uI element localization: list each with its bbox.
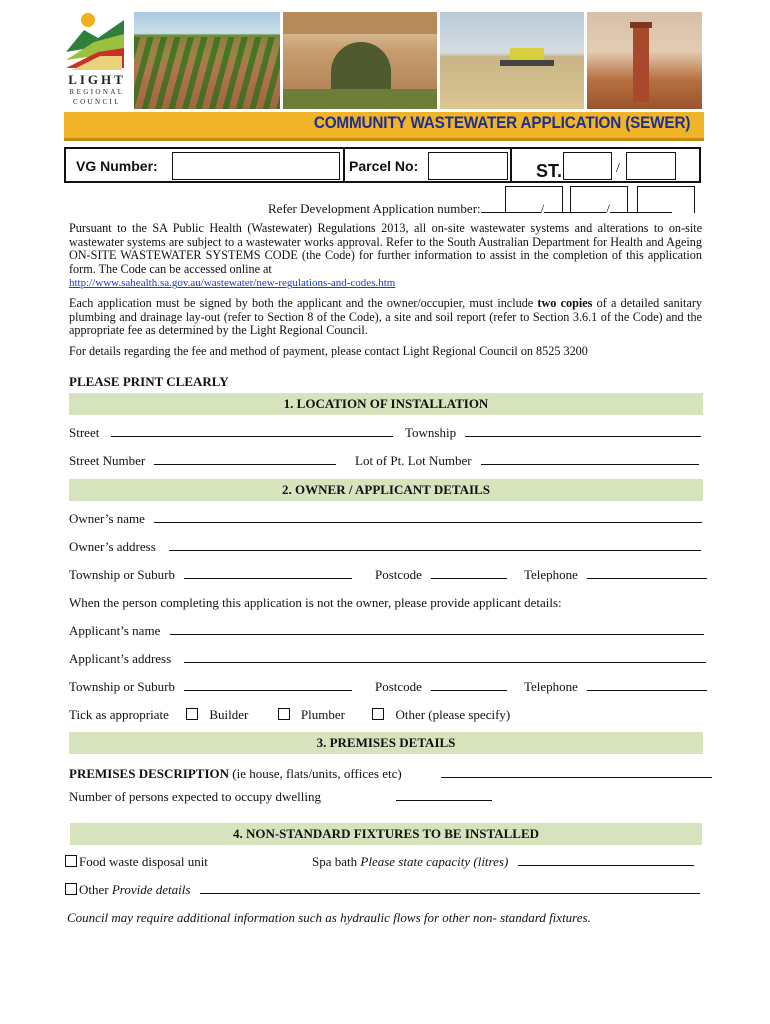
sahealth-link[interactable]: http://www.sahealth.sa.gov.au/wastewater/new-regulations-and-codes.htm: [69, 277, 396, 290]
premises-description-field[interactable]: [441, 766, 712, 778]
spa-bath-label: Spa bath: [312, 854, 361, 869]
persons-row: [69, 789, 321, 805]
intro-text: Each application must be signed by both the applicant and the owner/occupier, must include: [69, 296, 538, 310]
stone-bridge-photo: [283, 12, 437, 109]
other-applicant-checkbox[interactable]: [372, 708, 384, 720]
other-fixture-checkbox[interactable]: [65, 883, 77, 895]
owner-postcode-field[interactable]: [431, 567, 507, 579]
spa-bath-row: [312, 854, 694, 870]
owner-postcode-row: [375, 567, 507, 583]
owners-name-label: Owner’s name: [69, 511, 145, 526]
owners-address-field[interactable]: [169, 539, 701, 551]
spa-capacity-field[interactable]: [518, 854, 694, 866]
owner-township-field[interactable]: [184, 567, 352, 579]
intro-paragraph-3: For details regarding the fee and method of payment, please contact Light Regional Council on 8525 3200: [69, 344, 588, 358]
owners-name-field[interactable]: [154, 511, 702, 523]
applicant-postcode-row: [375, 679, 507, 695]
tick-label: Tick as appropriate: [69, 707, 169, 722]
other-fixture-row: [65, 882, 700, 898]
applicant-telephone-row: [524, 679, 707, 695]
st-label: ST.: [536, 161, 563, 181]
township-field[interactable]: [465, 425, 701, 437]
street-number-row: [69, 453, 336, 469]
township-row: [405, 425, 701, 441]
logo-subtitle-2: COUNCIL: [73, 98, 121, 106]
id-bar: [64, 147, 701, 183]
applicants-name-label: Applicant’s name: [69, 623, 161, 638]
food-waste-row: [65, 854, 208, 870]
persons-label: Number of persons expected to occupy dwelling: [69, 789, 321, 804]
dev-app-box-1: [505, 186, 563, 213]
intro-paragraph-1: [69, 222, 702, 291]
street-row: [69, 425, 393, 441]
council-logo: [64, 12, 130, 108]
township-suburb-label: Township or Suburb: [69, 567, 175, 582]
premises-description-hint: (ie house, flats/units, offices etc): [229, 766, 402, 781]
premises-description-label: PREMISES DESCRIPTION: [69, 766, 230, 781]
slash: /: [540, 201, 545, 216]
st-input-1[interactable]: [563, 152, 612, 180]
refer-label: Refer Development Application number:: [268, 201, 481, 216]
township-suburb-label: Township or Suburb: [69, 679, 175, 694]
telephone-label: Telephone: [524, 679, 578, 694]
food-waste-label: Food waste disposal unit: [79, 854, 208, 869]
logo-subtitle-1: REGIONAL: [69, 88, 125, 96]
st-slash: /: [616, 161, 620, 176]
builder-checkbox[interactable]: [186, 708, 198, 720]
intro-text: of a detailed sanitary plumbing and drainage lay-out (refer to Section 8 of the Code), a site and soil report (refer to Section 3.6.1 of the Code) and the appropriate fee as determined by the Light Regional Council.: [69, 296, 703, 338]
other-label: Other (please specify): [395, 707, 511, 722]
owner-telephone-row: [524, 567, 707, 583]
applicant-telephone-field[interactable]: [587, 679, 707, 691]
lot-label: Lot of Pt. Lot Number: [355, 453, 472, 468]
parcel-no-input[interactable]: [428, 152, 508, 180]
street-field[interactable]: [111, 425, 393, 437]
street-label: Street: [69, 425, 100, 440]
spa-capacity-hint: Please state capacity (litres): [360, 854, 509, 869]
owners-name-row: [69, 511, 702, 527]
other-fixture-field[interactable]: [200, 882, 700, 894]
food-waste-checkbox[interactable]: [65, 855, 77, 867]
plumber-checkbox[interactable]: [278, 708, 290, 720]
owners-address-label: Owner’s address: [69, 539, 156, 554]
owners-address-row: [69, 539, 701, 555]
print-clearly-heading: PLEASE PRINT CLEARLY: [69, 374, 229, 389]
section-1-header: 1. LOCATION OF INSTALLATION: [69, 393, 703, 415]
other-fixture-label: Other: [79, 882, 112, 897]
dev-app-box-3: [637, 186, 695, 213]
premises-description-row: [69, 766, 402, 782]
title-band: [64, 112, 704, 141]
township-label: Township: [405, 425, 457, 440]
header-photo-strip: [134, 12, 702, 109]
chimney-photo: [587, 12, 702, 109]
persons-field[interactable]: [396, 789, 492, 801]
lot-row: [355, 453, 699, 469]
applicant-note: When the person completing this application is not the owner, please provide applicant details:: [69, 595, 562, 610]
st-input-2[interactable]: [626, 152, 676, 180]
lot-field[interactable]: [481, 453, 699, 465]
owner-telephone-field[interactable]: [587, 567, 707, 579]
section-2-header: 2. OWNER / APPLICANT DETAILS: [69, 479, 703, 501]
applicants-name-field[interactable]: [170, 623, 704, 635]
builder-label: Builder: [209, 707, 249, 722]
council-note: Council may require additional information such as hydraulic flows for other non- standard fixtures.: [67, 910, 591, 925]
street-number-field[interactable]: [154, 453, 336, 465]
postcode-label: Postcode: [375, 567, 422, 582]
harvester-photo: [440, 12, 584, 109]
dev-app-box-2: [570, 186, 628, 213]
logo-emblem-icon: [64, 12, 130, 72]
plumber-label: Plumber: [300, 707, 345, 722]
applicant-township-row: [69, 679, 352, 695]
intro-text: Pursuant to the SA Public Health (Wastewater) Regulations 2013, all on-site wastewater systems and alterations to on-site wastewater systems are subject to a wastewater works approval. Refer to the South Australian Department for Health and Ageing ON-SITE WASTEWATER SYSTEMS CODE (the Code) for further information to assist in the completion of this application form. The Code can be accessed online at: [69, 221, 702, 276]
tick-row: [69, 707, 510, 723]
intro-paragraph-2: [69, 297, 702, 338]
postcode-label: Postcode: [375, 679, 422, 694]
logo-name: LIGHT: [68, 72, 126, 87]
applicant-postcode-field[interactable]: [431, 679, 507, 691]
telephone-label: Telephone: [524, 567, 578, 582]
applicants-address-row: [69, 651, 706, 667]
section-4-header: 4. NON-STANDARD FIXTURES TO BE INSTALLED: [70, 823, 702, 845]
vg-number-input[interactable]: [172, 152, 340, 180]
slash: /: [606, 201, 610, 216]
parcel-no-label: Parcel No:: [349, 158, 419, 174]
owner-township-row: [69, 567, 352, 583]
applicants-address-label: Applicant’s address: [69, 651, 172, 666]
vg-number-label: VG Number:: [76, 158, 158, 174]
divider: [510, 149, 512, 181]
vineyard-photo: [134, 12, 280, 109]
applicants-address-field[interactable]: [184, 651, 706, 663]
applicant-township-field[interactable]: [184, 679, 352, 691]
divider: [343, 149, 345, 181]
street-number-label: Street Number: [69, 453, 146, 468]
two-copies-emphasis: two copies: [537, 296, 593, 310]
form-title: COMMUNITY WASTEWATER APPLICATION (SEWER): [313, 113, 690, 132]
applicants-name-row: [69, 623, 704, 639]
section-3-header: 3. PREMISES DETAILS: [69, 732, 703, 754]
other-fixture-hint: Provide details: [111, 882, 191, 897]
